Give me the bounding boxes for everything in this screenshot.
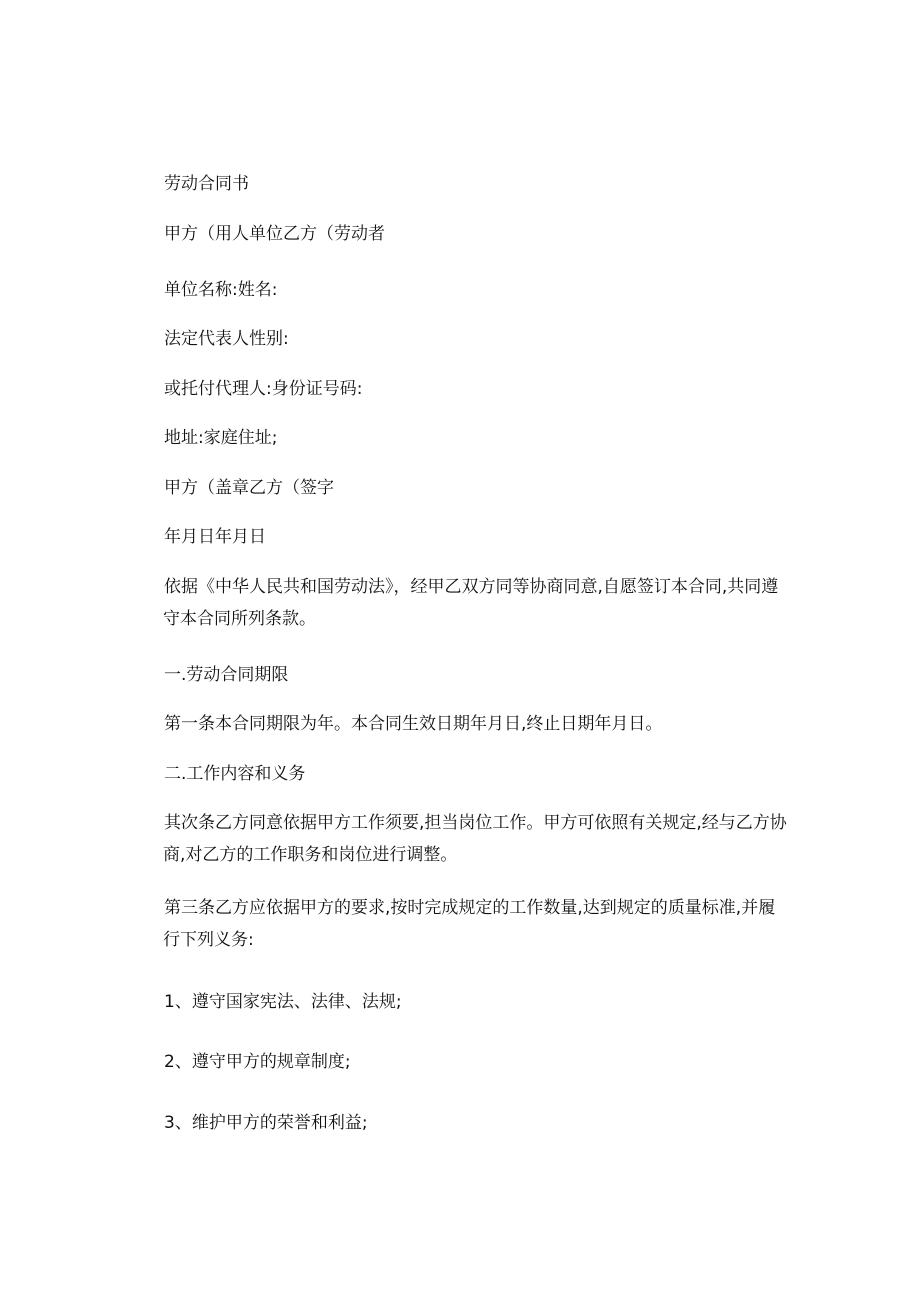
unit-name-line: 单位名称:姓名: [164,280,278,300]
article-3-line-1: 第三条乙方应依据甲方的要求,按时完成规定的工作数量,达到规定的质量标准,并履 [164,898,776,918]
signature-line: 甲方（盖章乙方（签字 [164,478,334,498]
date-line: 年月日年月日 [164,527,266,547]
address-line: 地址:家庭住址; [164,428,278,448]
intro-line-1: 依据《中华人民共和国劳动法》，经甲乙双方同等协商同意,自愿签订本合同,共同遵 [164,577,779,597]
section-2-heading: 二.工作内容和义务 [164,764,306,784]
party-header-line: 甲方（用人单位乙方（劳动者 [164,224,385,244]
document-title: 劳动合同书 [164,174,249,194]
duty-item-3: 3、维护甲方的荣誉和利益; [164,1113,368,1133]
agent-id-line: 或托付代理人:身份证号码: [164,379,363,399]
article-2-paragraph [164,807,790,871]
article-2-line-1: 其次条乙方同意依据甲方工作须要,担当岗位工作。甲方可依照有关规定,经与乙方协 [164,813,787,833]
article-1: 第一条本合同期限为年。本合同生效日期年月日,终止日期年月日。 [164,714,663,734]
article-3-paragraph [164,892,790,956]
article-2-line-2: 商,对乙方的工作职务和岗位进行调整。 [163,845,458,865]
section-1-heading: 一.劳动合同期限 [164,665,289,685]
duty-item-2: 2、遵守甲方的规章制度; [164,1052,351,1072]
legal-representative-line: 法定代表人性别: [164,329,289,349]
duty-item-1: 1、遵守国家宪法、法律、法规; [164,992,402,1012]
intro-paragraph [164,571,790,635]
article-3-line-2: 行下列义务: [163,930,254,950]
intro-line-2: 守本合同所列条款。 [163,609,316,629]
